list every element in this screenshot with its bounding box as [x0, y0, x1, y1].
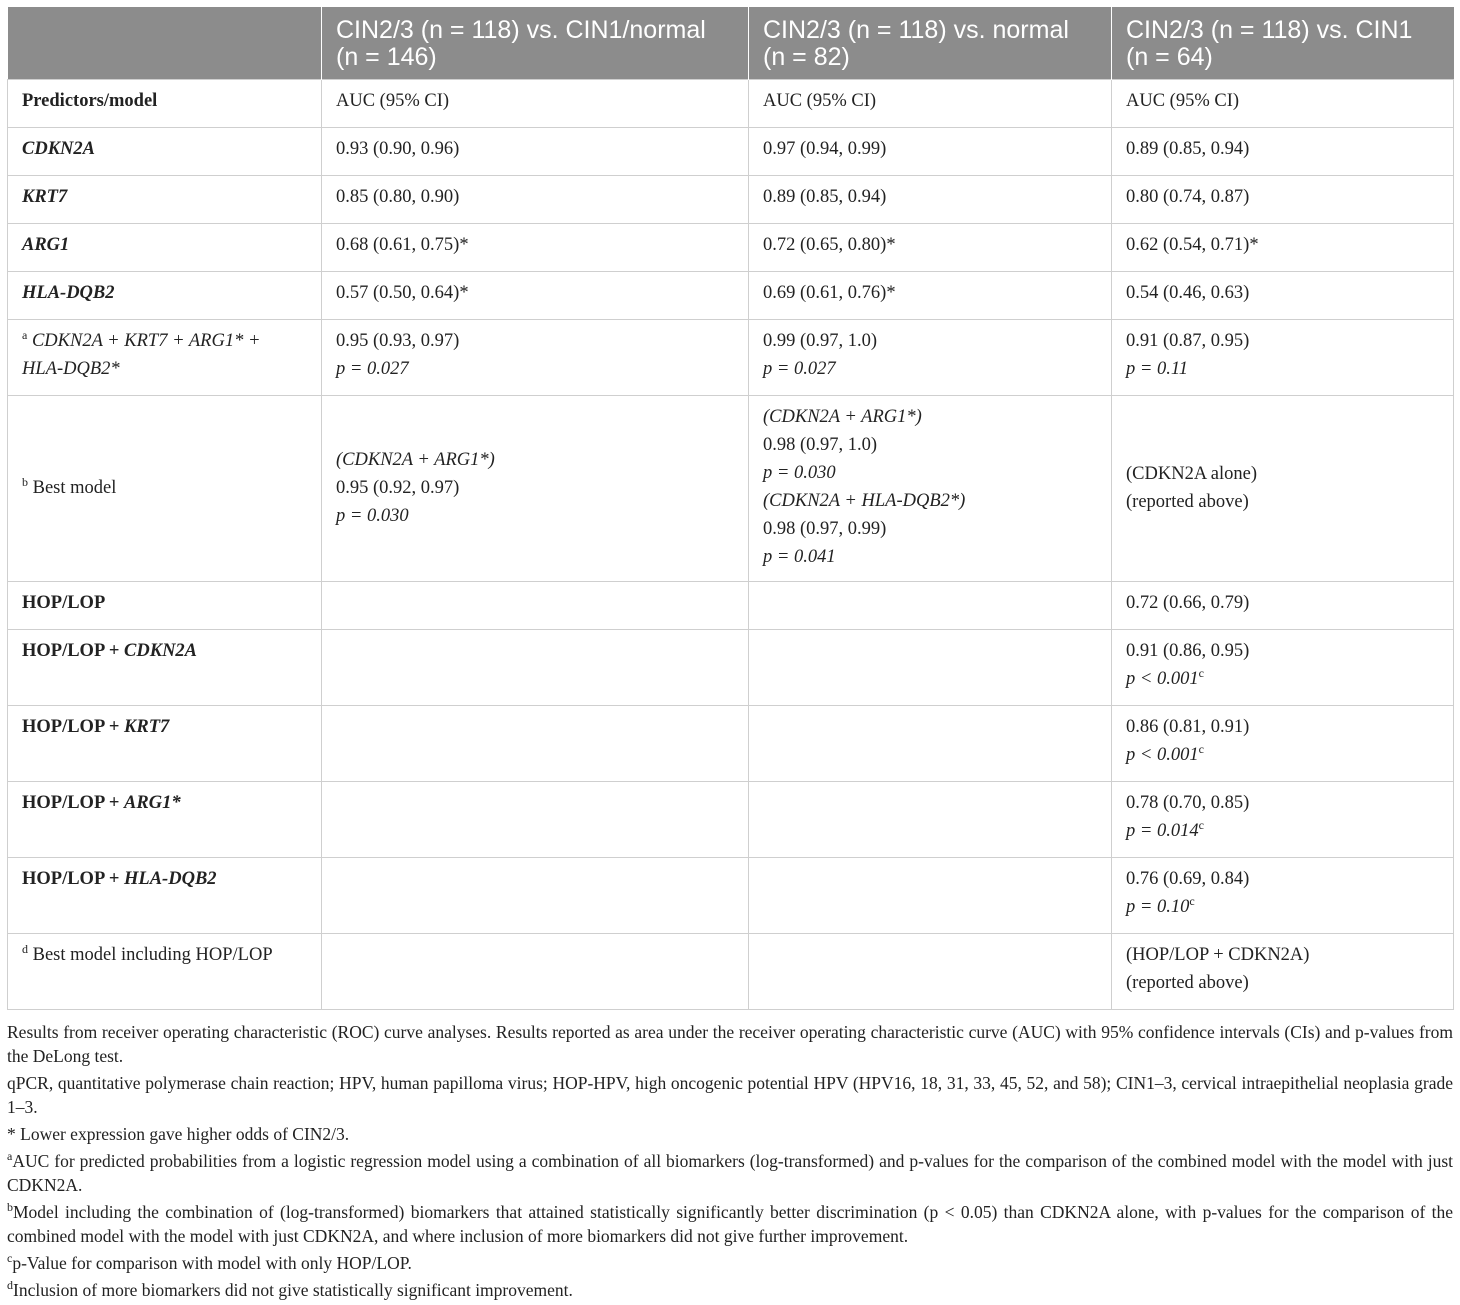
footnote-marker: d	[7, 1278, 13, 1293]
cell	[322, 706, 749, 782]
footnote-d	[7, 1278, 1453, 1302]
cell	[1112, 320, 1454, 396]
cell: 0.54 (0.46, 0.63)	[1112, 272, 1454, 320]
header-normal: CIN2/3 (n = 118) vs. normal (n = 82)	[749, 7, 1112, 80]
cell	[749, 396, 1112, 582]
cell-value: 0.95 (0.93, 0.97)	[336, 331, 460, 351]
table-row	[8, 782, 1454, 858]
gene-name: CDKN2A	[124, 641, 198, 661]
row-label-line: CDKN2A + KRT7 + ARG1* +	[31, 331, 261, 351]
footnote-a	[7, 1149, 1453, 1197]
cell: AUC (95% CI)	[1112, 80, 1454, 128]
footnote-marker: a	[7, 1149, 13, 1164]
table-row	[8, 80, 1454, 128]
header-empty	[8, 7, 322, 80]
p-value: p = 0.027	[336, 359, 409, 379]
cell	[322, 396, 749, 582]
table-row	[8, 630, 1454, 706]
cell-value: 0.91 (0.86, 0.95)	[1126, 641, 1250, 661]
cell	[749, 858, 1112, 934]
auc-table	[7, 7, 1454, 1010]
cell: 0.97 (0.94, 0.99)	[749, 128, 1112, 176]
cell: AUC (95% CI)	[322, 80, 749, 128]
cell-value: 0.95 (0.92, 0.97)	[336, 478, 460, 498]
cell	[749, 582, 1112, 630]
cell	[1112, 630, 1454, 706]
footnote-marker: c	[1198, 741, 1204, 756]
footnote-marker: b	[22, 474, 28, 489]
cell-value: 0.91 (0.87, 0.95)	[1126, 331, 1250, 351]
cell: 0.68 (0.61, 0.75)*	[322, 224, 749, 272]
cell	[749, 320, 1112, 396]
table-row	[8, 706, 1454, 782]
row-label: HLA-DQB2	[8, 272, 322, 320]
cell-value: 0.76 (0.69, 0.84)	[1126, 869, 1250, 889]
gene-name: KRT7	[124, 717, 170, 737]
row-label: CDKN2A	[8, 128, 322, 176]
cell	[749, 706, 1112, 782]
cell: 0.89 (0.85, 0.94)	[1112, 128, 1454, 176]
row-label	[8, 320, 322, 396]
cell	[749, 630, 1112, 706]
row-label-text: HOP/LOP +	[22, 793, 125, 813]
cell: 0.93 (0.90, 0.96)	[322, 128, 749, 176]
footnote-marker: c	[7, 1251, 13, 1266]
table-footnotes	[7, 1020, 1453, 1302]
footnote-text: AUC for predicted probabilities from a logistic regression model using a combination of all biomarkers (log-transformed) and p-values for the comparison of the combined model with the model with just CDKN2A.	[7, 1151, 1453, 1195]
p-value: p < 0.001	[1126, 669, 1199, 689]
row-label: KRT7	[8, 176, 322, 224]
footnote-marker: b	[7, 1200, 13, 1215]
row-label	[8, 782, 322, 858]
footnote-marker: c	[1189, 893, 1195, 908]
cell: 0.62 (0.54, 0.71)*	[1112, 224, 1454, 272]
row-label: ARG1	[8, 224, 322, 272]
row-label	[8, 396, 322, 582]
cell-value: 0.86 (0.81, 0.91)	[1126, 717, 1250, 737]
cell	[1112, 396, 1454, 582]
cell: 0.72 (0.66, 0.79)	[1112, 582, 1454, 630]
table-row	[8, 582, 1454, 630]
row-label: Predictors/model	[8, 80, 322, 128]
row-label-text: Best model	[32, 478, 117, 498]
cell	[322, 320, 749, 396]
model-name: (CDKN2A + ARG1*)	[763, 407, 922, 427]
cell: 0.89 (0.85, 0.94)	[749, 176, 1112, 224]
table-row	[8, 176, 1454, 224]
cell-value: 0.99 (0.97, 1.0)	[763, 331, 878, 351]
table-row	[8, 396, 1454, 582]
header-cin1-normal: CIN2/3 (n = 118) vs. CIN1/normal (n = 146)	[322, 7, 749, 80]
cell	[322, 858, 749, 934]
footnote-results: Results from receiver operating characteristic (ROC) curve analyses. Results reported as area under the receiver operating characteristic curve (AUC) with 95% confidence intervals (CIs) and p-values from the DeLong test.	[7, 1022, 1453, 1066]
table-row	[8, 320, 1454, 396]
row-label	[8, 934, 322, 1010]
row-label-text: HOP/LOP +	[22, 869, 125, 889]
footnote-star: * Lower expression gave higher odds of CIN2/3.	[7, 1124, 350, 1144]
cell-value: 0.78 (0.70, 0.85)	[1126, 793, 1250, 813]
cell-value: (reported above)	[1126, 492, 1249, 512]
row-label-line: HLA-DQB2*	[22, 359, 120, 379]
cell: AUC (95% CI)	[749, 80, 1112, 128]
cell	[1112, 706, 1454, 782]
p-value: p = 0.041	[763, 547, 836, 567]
cell: 0.57 (0.50, 0.64)*	[322, 272, 749, 320]
cell: 0.85 (0.80, 0.90)	[322, 176, 749, 224]
footnote-text: p-Value for comparison with model with only HOP/LOP.	[12, 1253, 412, 1273]
p-value: p = 0.030	[336, 506, 409, 526]
model-name: (CDKN2A + HLA-DQB2*)	[763, 491, 966, 511]
model-name: (CDKN2A alone)	[1126, 464, 1258, 484]
p-value: p = 0.027	[763, 359, 836, 379]
cell: 0.80 (0.74, 0.87)	[1112, 176, 1454, 224]
cell-value: 0.98 (0.97, 0.99)	[763, 519, 887, 539]
gene-name: HLA-DQB2	[124, 869, 217, 889]
cell	[1112, 782, 1454, 858]
cell	[1112, 858, 1454, 934]
model-name: (CDKN2A + ARG1*)	[336, 450, 495, 470]
p-value: p = 0.11	[1126, 359, 1188, 379]
table-row	[8, 128, 1454, 176]
footnote-text: Model including the combination of (log-transformed) biomarkers that attained statistically significantly better discrimination (p < 0.05) than CDKN2A alone, with p-values for the comparison of the combined model with the model with just CDKN2A, and where inclusion of more biomarkers did not give further improvement.	[7, 1202, 1453, 1246]
cell	[322, 934, 749, 1010]
p-value: p = 0.10	[1126, 897, 1190, 917]
footnote-text: Inclusion of more biomarkers did not give statistically significant improvement.	[13, 1280, 573, 1300]
table-row	[8, 858, 1454, 934]
row-label	[8, 858, 322, 934]
model-name: (HOP/LOP + CDKN2A)	[1126, 945, 1310, 965]
row-label: HOP/LOP	[8, 582, 322, 630]
header-cin1: CIN2/3 (n = 118) vs. CIN1 (n = 64)	[1112, 7, 1454, 80]
cell: 0.72 (0.65, 0.80)*	[749, 224, 1112, 272]
cell-value: (reported above)	[1126, 973, 1249, 993]
footnote-marker: d	[22, 941, 28, 956]
p-value: p = 0.030	[763, 463, 836, 483]
table-row	[8, 934, 1454, 1010]
row-label	[8, 630, 322, 706]
p-value: p = 0.014	[1126, 821, 1199, 841]
footnote-b	[7, 1200, 1453, 1248]
footnote-abbreviations: qPCR, quantitative polymerase chain reaction; HPV, human papilloma virus; HOP-HPV, high oncogenic potential HPV (HPV16, 18, 31, 33, 45, 52, and 58); CIN1–3, cervical intraepithelial neoplasia grade 1–3.	[7, 1073, 1453, 1117]
cell-value: 0.98 (0.97, 1.0)	[763, 435, 878, 455]
cell	[322, 630, 749, 706]
footnote-c	[7, 1251, 1453, 1275]
row-label-text: HOP/LOP +	[22, 641, 125, 661]
cell	[322, 582, 749, 630]
table-row	[8, 224, 1454, 272]
row-label-text: Best model including HOP/LOP	[32, 945, 273, 965]
footnote-marker: a	[22, 327, 28, 342]
row-label	[8, 706, 322, 782]
cell	[749, 934, 1112, 1010]
cell	[749, 782, 1112, 858]
cell	[322, 782, 749, 858]
header-row	[8, 7, 1454, 80]
cell	[1112, 934, 1454, 1010]
table-container	[7, 7, 1453, 1302]
table-row	[8, 272, 1454, 320]
p-value: p < 0.001	[1126, 745, 1199, 765]
cell: 0.69 (0.61, 0.76)*	[749, 272, 1112, 320]
gene-name: ARG1*	[124, 793, 181, 813]
row-label-text: HOP/LOP +	[22, 717, 125, 737]
footnote-marker: c	[1198, 817, 1204, 832]
footnote-marker: c	[1198, 665, 1204, 680]
